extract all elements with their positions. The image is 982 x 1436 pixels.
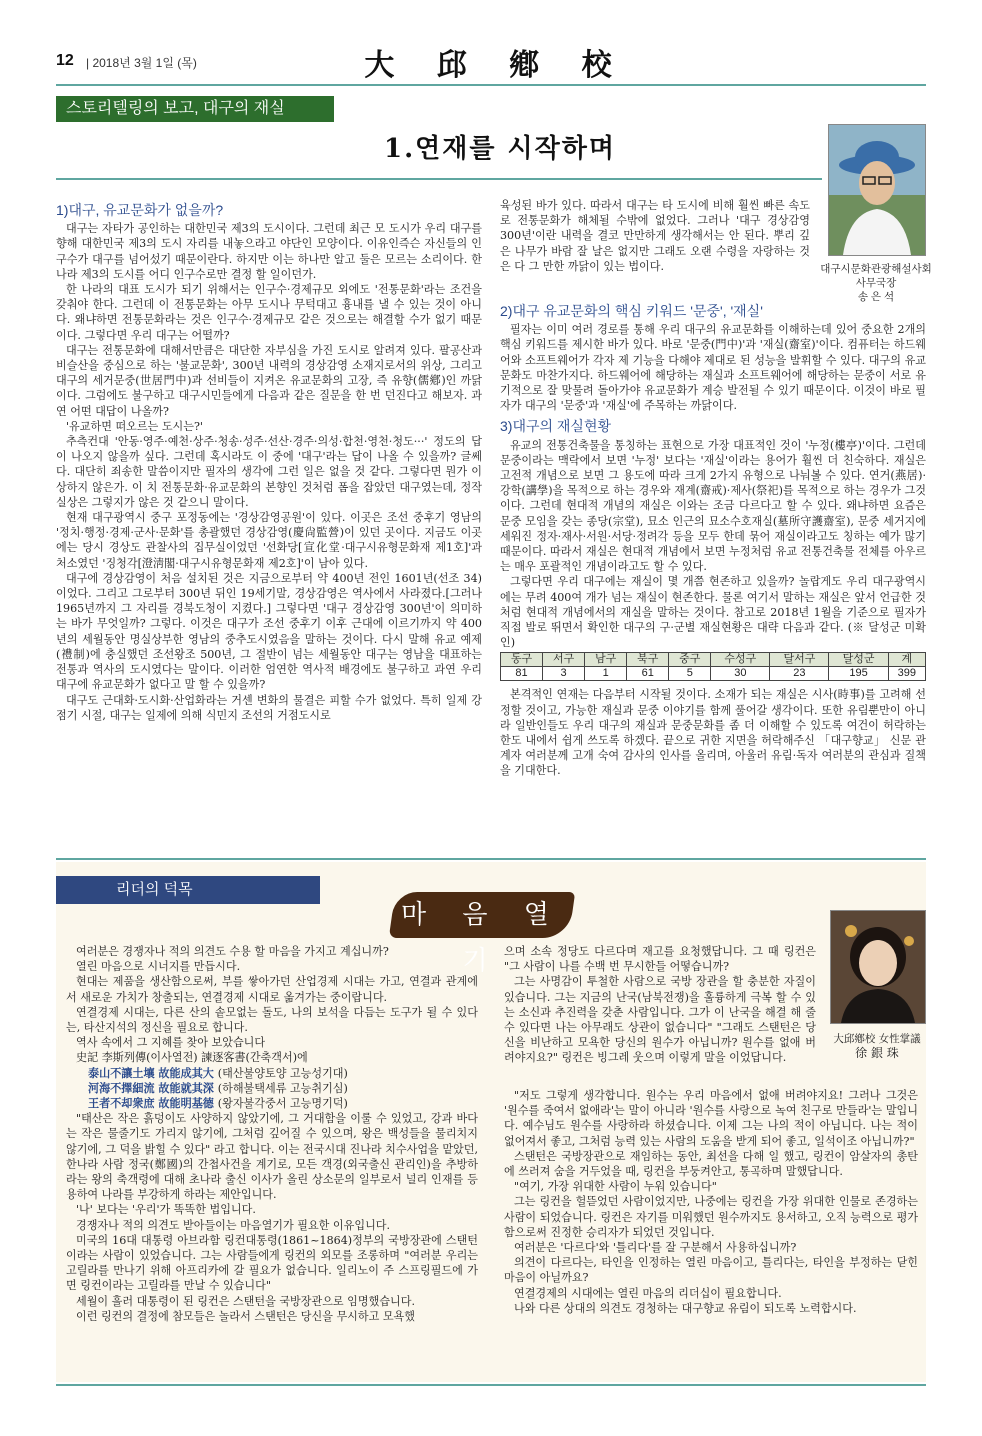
column-text-right (504, 1088, 918, 1316)
table-cell: 3 (543, 667, 585, 681)
paragraph: 연결경제의 시대에는 열린 마음의 리더십이 필요합니다. (514, 1286, 782, 1300)
table-header-cell: 북구 (627, 653, 669, 667)
paragraph: 유교의 전통건축물을 통칭하는 표현으로 가장 대표적인 것이 '누정(樓亭)'이다. 그런데 문중이라는 맥락에서 보면 '누정' 보다는 '재실'이라는 용어가 훨씬 더 친숙하다. 재실은 고전적 개념으로 보면 그 용도에 따라 크게 2가지 유형으로 나눠볼 수 있다. 연거(燕居)·강학(講學)을 목적으로 하는 경우와 재계(齋戒)·제사(祭祀)를 목적으로 하는 경우가 그것이다. 그런데 현대적 개념의 재실은 이와는 조금 다르다고 할 수 있다. 왜냐하면 요즘은 문중 모임을 갖는 종당(宗堂), 묘소 인근의 묘소수호재실(墓所守護齋室), 문중 세거지에 세워진 정자·재사·서원·서당·정려각 등을 모두 한데 묶어 재실이라고도 칭하는 예가 많기 때문이다. 따라서 재실은 현대적 개념에서 보면 누정처럼 유교 전통건축물 전체를 아우르는 매우 포괄적인 개념이라고도 할 수 있다. (500, 438, 926, 574)
paragraph: 역사 속에서 그 지혜를 찾아 보았습니다 (76, 1036, 266, 1050)
paragraph: 여러분은 '다르다'와 '틀리다'를 잘 구분해서 사용하십니까? (514, 1241, 797, 1255)
paragraph: "여기, 가장 위대한 사람이 누워 있습니다" (514, 1180, 717, 1194)
paragraph: 한 나라의 대표 도시가 되기 위해서는 인구수·경제규모 외에도 '전통문화'라는 조건을 갖춰야 한다. 그런데 이 전통문화는 아무 도시나 무턱대고 흉내를 낼 수 있는 것이 아니다. 왜냐하면 전통문화라는 것은 인구수·경제규모 같은 것으로는 해결할 수가 없기 때문이다. 그렇다면 우리 대구는 어떨까? (56, 283, 482, 342)
author-name: 송 은 석 (857, 291, 895, 303)
article-column-right-top (500, 198, 810, 274)
issue-date: | 2018년 3월 1일 (목) (86, 56, 197, 70)
paragraph: 대구는 전통문화에 대해서만큼은 대단한 자부심을 가진 도시로 알려져 있다. 팔공산과 비슬산을 중심으로 하는 '불교문화', 300년 내력의 경상감영 소재지로서의 위상, 그리고 대구의 세거문중(世居門中)과 선비들이 지켜온 유교문화의 고장, 즉 유향(儒鄕)인 까닭이다. 그럼에도 불구하고 대구시민들에게 다음과 같은 질문을 한 번 던진다고 해보자. 과연 어떤 대답이 나올까? (56, 343, 482, 418)
paragraph: 그렇다면 우리 대구에는 재실이 몇 개쯤 현존하고 있을까? 놀랍게도 우리 대구광역시에는 무려 400여 개가 넘는 재실이 현존한다. 물론 여기서 말하는 재실은 앞서 언급한 것처럼 현대적 개념에서의 재실을 말하는 것이다. 참고로 2018년 1월을 기준으로 필자가 직접 발로 뛰면서 확인한 대구의 구·군별 재실현황은 대략 다음과 같다. (※ 달성군 미확인) (500, 575, 926, 650)
paragraph: 현대는 제품을 생산함으로써, 부를 쌓아가던 산업경제 시대는 가고, 연결과 관계에서 새로운 가치가 창출되는, 연결경제 시대로 옮겨가는 중이랍니다. (66, 975, 478, 1004)
hanja-quote-line (66, 1081, 478, 1096)
title-rule (56, 178, 822, 180)
paragraph: 이런 링컨의 결정에 참모들은 놀라서 스탠턴은 당신을 무시하고 모욕했 (76, 1309, 415, 1323)
author-caption (822, 1032, 932, 1060)
page-number: 12 (56, 52, 74, 69)
section-divider (56, 858, 926, 860)
article-title: 1.연재를 시작하며 (383, 134, 616, 164)
paragraph: 의견이 다르다는, 타인을 인정하는 열린 마음이고, 틀리다는, 타인을 부정하는 닫힌 마음이 아닐까요? (504, 1256, 918, 1285)
series-banner: 스토리텔링의 보고, 대구의 재실 (56, 96, 334, 122)
masthead-rule (56, 84, 926, 86)
table-cell: 81 (501, 667, 543, 681)
table-cell: 23 (770, 667, 829, 681)
paragraph: 본격적인 연재는 다음부터 시작될 것이다. 소재가 되는 재실은 시사(時事)를 고려해 선정할 것이고, 가능한 재실과 문중 이야기를 함께 풀어갈 생각이다. 또한 유림뿐만이 아니라 일반인들도 우리 대구의 재실과 문중문화를 좀 더 이해할 수 있도록 여건이 허락하는 한도 내에서 쉽게 쓰도록 하겠다. 끝으로 귀한 지면을 허락해주신 「대구향교」 신문 관계자 여러분께 고개 숙여 감사의 인사를 올리며, 아울러 유림·독자 여러분의 관심과 질책을 기대한다. (500, 688, 926, 778)
paragraph: 여러분은 경쟁자나 적의 의견도 수용 할 마음을 가지고 계십니까? (76, 945, 389, 958)
article-column-left (56, 201, 482, 723)
column-text-left (66, 944, 478, 1324)
paragraph: 열린 마음으로 시너지를 만듭시다. (76, 960, 241, 974)
paragraph: 필자는 이미 여러 경로를 통해 우리 대구의 유교문화를 이해하는데 있어 중요한 2개의 핵심 키워드를 제시한 바가 있다. 바로 '문중(門中)'과 '재실(齋室)'이다. 컴퓨터는 하드웨어와 소프트웨어가 각자 제 기능을 다해야 제대로 된 성능을 발휘할 수 있다. 대구의 유교문화도 마찬가지다. 하드웨어에 해당하는 재실과 소프트웨어에 해당하는 문중이 서로 유기적으로 잘 맞물려 돌아가야 유교문화가 계승 발전될 수 있기 때문이다. 이것이 바로 필자가 대구의 '문중'과 '재실'에 주목하는 까닭이다. (500, 323, 926, 413)
hanja-text: 王者不却衆庶 故能明基德 (88, 1097, 214, 1111)
hanja-text: 泰山不讓土壤 故能成其大 (88, 1066, 214, 1080)
author-photo (830, 910, 926, 1024)
table-header-cell: 달성군 (829, 653, 888, 667)
paragraph: 육성된 바가 있다. 따라서 대구는 타 도시에 비해 훨씬 빠른 속도로 전통문화가 해체될 수밖에 없었다. 그러나 '대구 경상감영 300년'이란 내력을 결코 만만하게 생각해서는 안 된다. 뿌리 깊은 나무가 바람 잘 날은 없지만 그래도 오랜 수령을 자랑하는 것은 다 그 만한 까닭이 있는 법이다. (500, 199, 810, 273)
paragraph: '유교하면 떠오르는 도시는?' (66, 419, 203, 433)
paragraph: 연결경제 시대는, 다른 산의 솥모없는 돌도, 나의 보석을 다듬는 도구가 될 수 있다는, 타산지석의 정신을 필요로 합니다. (66, 1005, 478, 1035)
paragraph: '나' 보다는 '우리'가 똑똑한 법입니다. (76, 1203, 256, 1217)
paragraph: 나와 다른 상대의 의견도 경청하는 대구향교 유림이 되도록 노력합시다. (514, 1301, 857, 1315)
paragraph: 그는 링컨을 헐뜯었던 사람이었지만, 나중에는 링컨을 가장 위대한 인물로 존경하는 사람이 되었습니다. 링컨은 자기를 미워했던 원수까지도 용서하고, 오직 능력으로 평가함으로써 진정한 승리자가 되었던 것입니다. (504, 1195, 918, 1239)
table-cell: 5 (669, 667, 711, 681)
author-caption (820, 262, 932, 304)
paragraph: 현재 대구광역시 중구 포정동에는 '경상감영공원'이 있다. 이곳은 조선 중후기 영남의 '정치·행정·경제·군사·문화'를 총괄했던 경상감영(慶尙監營)이 있던 곳이다. 지금도 이곳에는 당시 경상도 관찰사의 집무실이었던 '선화당[宣化堂·대구시유형문화재 제1호]'과 처소였던 '징청각[澄淸閣·대구시유형문화재 제2호]'이 남아 있다. (56, 511, 482, 570)
paragraph: 대구는 자타가 공인하는 대한민국 제3의 도시이다. 그런데 최근 모 도시가 우리 대구를 향해 대한민국 제3의 도시 자리를 내놓으라고 야단인 모양이다. 이유인즉슨 자신들의 인구수가 대구를 넘어섰기 때문이란다. 하지만 이는 하나만 알고 둘은 모르는 소리이다. 한 나라 제3의 도시를 어디 인구수로만 결정 할 일이던가. (56, 222, 482, 281)
paper-name: 大 邱 鄕 校 (364, 48, 628, 83)
hanja-quote-line (66, 1096, 478, 1111)
paragraph: 미국의 16대 대통령 아브라함 링컨대통령(1861~1864)정부의 국방장관에 스탠턴이라는 사람이 있었습니다. 그는 사람들에게 링컨의 외모를 조롱하며 "여러분 우리는 고릴라를 만나기 위해 아프리카에 갈 필요가 없습니다. 일리노이 주 스프링필드에 가면 링컨이라는 고릴라를 만날 수 있습니다" (66, 1233, 478, 1293)
author-title: 大邱鄕校 女性掌議 (833, 1033, 921, 1045)
section-heading: 2)대구 유교문화의 핵심 키워드 '문중', '재실' (500, 303, 763, 319)
paragraph: 그는 사명감이 투철한 사람으로 국방 장관을 할 충분한 자질이 있습니다. 그는 지금의 난국(남북전쟁)을 훌륭하게 극복 할 수 있는 소신과 추진력을 갖춘 사람입니다. 그가 이 난국을 해결 해 줄 수 있다면 나는 아무래도 상관이 없습니다" "그래도 스탠턴은 당신을 비난하고 모욕한 당신의 원수가 아닙니까? 원수를 없애 버려야지요?" 링컨은 빙그레 웃으며 이렇게 말을 이었답니다. (504, 975, 816, 1065)
paragraph: 대구에 경상감영이 처음 설치된 것은 지금으로부터 약 400년 전인 1601년(선조 34)이었다. 그리고 그로부터 300년 뒤인 19세기말, 경상감영은 역사에서 사라졌다.[그러나 1965년까지 그 자리를 경북도청이 지켰다.] 그렇다면 '대구 경상감영 300년'이 의미하는 바가 무엇일까? 그렇다. 이것은 대구가 조선 중후기 이후 근대에 이르기까지 약 400년의 세월동안 명실상부한 영남의 중추도시였음을 말하는 것이다. 다시 말해 유교 예제(禮制)에 충실했던 조선왕조 500년, 그 절반이 넘는 세월동안 대구는 영남을 대표하는 전통과 역사의 도시였다는 말이다. 이러한 엄연한 역사적 배경에도 불구하고 과연 우리 대구에 유교문화가 없다고 말 할 수 있을까? (56, 571, 482, 692)
table-header-cell: 동구 (501, 653, 543, 667)
article-column-right (500, 302, 926, 779)
section-heading: 3)대구의 재실현황 (500, 418, 612, 435)
paragraph: 으며 소속 정당도 다르다며 재고를 요청했답니다. 그 때 링컨은 "그 사람이 나를 수백 번 무시한들 어떻습니까? (504, 945, 816, 974)
table-header-cell: 중구 (669, 653, 711, 667)
paragraph: 세월이 흘러 대통령이 된 링컨은 스탠턴을 국방장관으로 임명했습니다. (76, 1294, 415, 1308)
paragraph: 경쟁자나 적의 의견도 받아들이는 마음열기가 필요한 이유입니다. (76, 1218, 391, 1232)
table-cell: 1 (585, 667, 627, 681)
masthead (56, 40, 926, 82)
table-header-cell: 남구 (585, 653, 627, 667)
paragraph: 대구도 근대화·도시화·산업화라는 거센 변화의 물결은 피할 수가 없었다. 특히 일제 강점기 시절, 대구는 일제에 의해 식민지 조선의 거점도시로 (56, 693, 482, 722)
paragraph: 추측컨대 '안동·영주·예천·상주·청송·성주·선산·경주·의성·합천·영천·청도···' 정도의 답이 나오지 않을까 싶다. 그런데 혹시라도 이 중에 '대구'라는 답이 나올 수 있을까? 글쎄다. 대단히 죄송한 말씀이지만 필자의 생각에 그런 일은 없을 것 같다. 그렇다면 뭔가 이상하지 않은가. 이 치 전통문화·유교문화의 본향인 것처럼 폼을 잡았던 대구였는데, 정작 실상은 그렇지가 않은 것 같으니 말이다. (56, 435, 482, 509)
page-bottom-rule (56, 1384, 926, 1386)
table-cell: 61 (627, 667, 669, 681)
paragraph: 史記 李斯列傳(이사열전) 諫逐客書(간축객서)에 (76, 1051, 308, 1065)
table-cell: 30 (711, 667, 770, 681)
author-photo (828, 124, 926, 256)
paragraph: 스탠턴은 국방장관으로 재임하는 동안, 최선을 다해 일 했고, 링컨이 암살자의 총탄에 쓰러져 숨을 거두었을 때, 링컨을 부둥켜안고, 통곡하며 말했답니다. (504, 1149, 918, 1179)
column-title: 마 음 열 기 (401, 900, 563, 976)
table-header-cell: 계 (888, 653, 925, 667)
table-cell: 195 (829, 667, 888, 681)
table-header-cell: 서구 (543, 653, 585, 667)
table-header-cell: 달서구 (770, 653, 829, 667)
jaesil-stats-table (500, 652, 926, 681)
paragraph: "태산은 작은 흙덩이도 사양하지 않았기에, 그 거대함을 이룰 수 있었고, 강과 바다는 작은 물줄기도 가리지 않기에, 그처럼 깊어질 수 있으며, 왕은 백성들을 물리치지 않기에, 그 덕을 밝힐 수 있다" 라고 합니다. 이는 전국시대 진나라 치수사업을 맡았던, 한나라 사람 정국(鄭國)의 간첩사건을 계기로, 모든 객경(외국출신 관리인)을 추방하라는 왕의 축객령에 대해 초나라 출신 이사가 올린 상소문의 일부로서 널리 인재를 등용하여 나라를 부강하게 하라는 제안입니다. (66, 1112, 478, 1202)
hanja-text: 河海不擇細流 故能就其深 (88, 1081, 214, 1095)
author-role: 사무국장 (855, 277, 897, 289)
table-header-cell: 수성구 (711, 653, 770, 667)
hanja-quote-line (66, 1066, 478, 1081)
table-cell: 399 (888, 667, 925, 681)
column-banner: 리더의 덕목 (56, 876, 320, 904)
author-org: 대구시문화관광해설사회 (820, 263, 932, 275)
hanja-reading: (태산불양토양 고능성기대) (217, 1066, 348, 1080)
section-heading: 1)대구, 유교문화가 없을까? (56, 202, 224, 218)
hanja-reading: (하해불택세류 고능취기심) (217, 1081, 348, 1095)
hanja-reading: (왕자불각중서 고능명기덕) (217, 1097, 348, 1111)
author-name: 徐 銀 珠 (855, 1046, 899, 1060)
column-text-right-top (504, 944, 816, 1066)
paragraph: "저도 그렇게 생각합니다. 원수는 우리 마음에서 없애 버려야지요! 그러나 그것은 '원수를 죽여서 없애라'는 말이 아니라 '원수를 사랑으로 녹여 친구로 만들라'는 말입니다. 예수님도 원수를 사랑하라 하셨습니다. 이제 그는 나의 적이 아닙니다. 나는 적이 없어져서 좋고, 그처럼 능력 있는 사람의 도움을 받게 되어 좋고, 일석이조 아닙니까?" (504, 1089, 918, 1148)
